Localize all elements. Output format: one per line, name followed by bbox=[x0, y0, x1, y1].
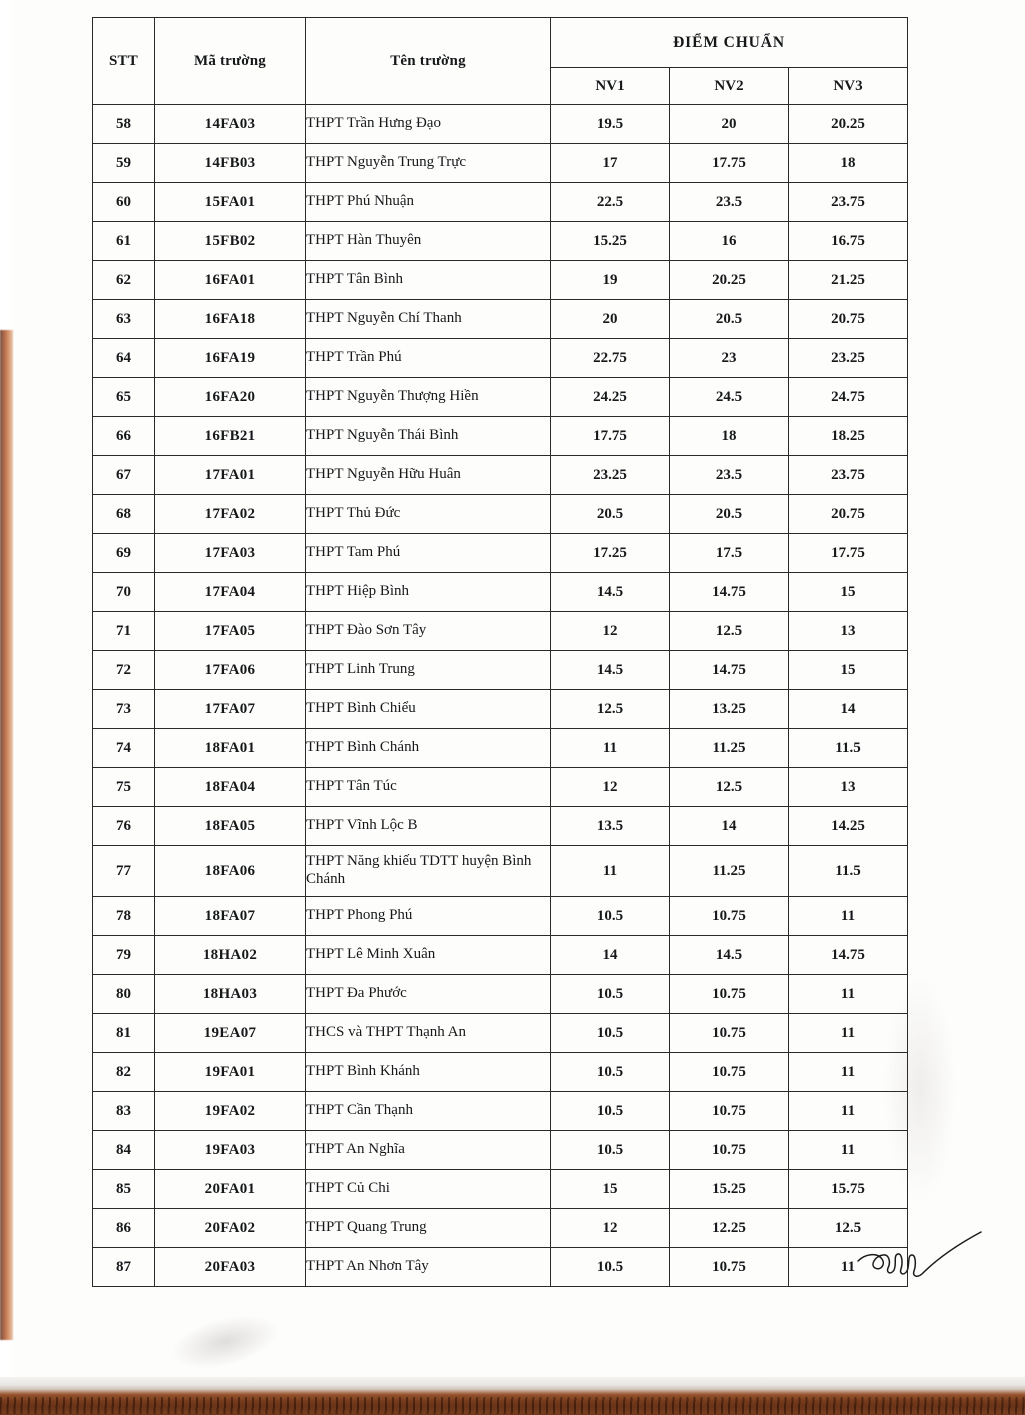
cell-stt: 72 bbox=[93, 651, 155, 690]
cell-score-nv3: 23.25 bbox=[789, 339, 908, 378]
cell-score-nv3: 11 bbox=[789, 1053, 908, 1092]
cell-score-nv3: 11 bbox=[789, 897, 908, 936]
cell-school-name: THPT Hiệp Bình bbox=[306, 573, 551, 612]
cell-score-nv3: 14.25 bbox=[789, 807, 908, 846]
cell-score-nv3: 16.75 bbox=[789, 222, 908, 261]
cell-score-nv2: 12.25 bbox=[670, 1209, 789, 1248]
cell-score-nv1: 10.5 bbox=[551, 897, 670, 936]
cell-school-name: THPT Củ Chi bbox=[306, 1170, 551, 1209]
table-header bbox=[93, 18, 908, 105]
cell-score-nv2: 17.5 bbox=[670, 534, 789, 573]
cell-school-name: THPT Tam Phú bbox=[306, 534, 551, 573]
cell-score-nv2: 14.5 bbox=[670, 936, 789, 975]
cell-stt: 76 bbox=[93, 807, 155, 846]
cell-school-name: THPT Tân Túc bbox=[306, 768, 551, 807]
cell-school-name: THPT Phong Phú bbox=[306, 897, 551, 936]
cell-score-nv1: 10.5 bbox=[551, 1248, 670, 1287]
cell-score-nv2: 23.5 bbox=[670, 456, 789, 495]
cell-score-nv3: 20.75 bbox=[789, 495, 908, 534]
header-row-primary bbox=[93, 18, 908, 68]
cell-school-code: 16FA18 bbox=[155, 300, 306, 339]
cell-stt: 58 bbox=[93, 105, 155, 144]
cell-score-nv3: 20.25 bbox=[789, 105, 908, 144]
column-header-nv2: NV2 bbox=[670, 68, 789, 105]
cell-score-nv3: 18 bbox=[789, 144, 908, 183]
cell-score-nv2: 10.75 bbox=[670, 1014, 789, 1053]
cell-score-nv3: 18.25 bbox=[789, 417, 908, 456]
cell-stt: 79 bbox=[93, 936, 155, 975]
cell-school-code: 19FA03 bbox=[155, 1131, 306, 1170]
table-row bbox=[93, 222, 908, 261]
cell-score-nv2: 10.75 bbox=[670, 1092, 789, 1131]
table-row bbox=[93, 936, 908, 975]
cell-school-code: 17FA07 bbox=[155, 690, 306, 729]
cell-score-nv1: 24.25 bbox=[551, 378, 670, 417]
cell-score-nv1: 10.5 bbox=[551, 975, 670, 1014]
table-row bbox=[93, 1170, 908, 1209]
cell-score-nv1: 14 bbox=[551, 936, 670, 975]
table-row bbox=[93, 378, 908, 417]
table-row bbox=[93, 300, 908, 339]
cell-school-name: THPT Bình Chánh bbox=[306, 729, 551, 768]
cell-score-nv2: 12.5 bbox=[670, 768, 789, 807]
cell-score-nv1: 12.5 bbox=[551, 690, 670, 729]
desk-edge-bottom bbox=[0, 1377, 1025, 1415]
cell-score-nv3: 15.75 bbox=[789, 1170, 908, 1209]
cell-stt: 77 bbox=[93, 846, 155, 897]
cell-score-nv3: 11 bbox=[789, 1131, 908, 1170]
cell-school-code: 20FA02 bbox=[155, 1209, 306, 1248]
cell-score-nv2: 14 bbox=[670, 807, 789, 846]
cell-score-nv1: 10.5 bbox=[551, 1053, 670, 1092]
table-row bbox=[93, 651, 908, 690]
cell-school-name: THPT Nguyễn Thượng Hiền bbox=[306, 378, 551, 417]
cell-stt: 74 bbox=[93, 729, 155, 768]
table-row bbox=[93, 612, 908, 651]
column-header-score-group: ĐIỂM CHUẨN bbox=[551, 18, 908, 68]
cell-score-nv1: 14.5 bbox=[551, 573, 670, 612]
cell-school-code: 17FA03 bbox=[155, 534, 306, 573]
cell-school-code: 18FA05 bbox=[155, 807, 306, 846]
cell-score-nv1: 17.25 bbox=[551, 534, 670, 573]
cell-score-nv3: 11.5 bbox=[789, 846, 908, 897]
cell-score-nv1: 19.5 bbox=[551, 105, 670, 144]
cell-score-nv2: 14.75 bbox=[670, 573, 789, 612]
table-row bbox=[93, 261, 908, 300]
table-row bbox=[93, 339, 908, 378]
cell-score-nv2: 10.75 bbox=[670, 1131, 789, 1170]
cell-score-nv1: 14.5 bbox=[551, 651, 670, 690]
cell-score-nv1: 12 bbox=[551, 1209, 670, 1248]
cell-stt: 78 bbox=[93, 897, 155, 936]
cell-school-name: THPT Hàn Thuyên bbox=[306, 222, 551, 261]
cell-school-code: 15FA01 bbox=[155, 183, 306, 222]
cell-school-name: THPT Linh Trung bbox=[306, 651, 551, 690]
cell-score-nv2: 23.5 bbox=[670, 183, 789, 222]
cell-school-name: THPT Quang Trung bbox=[306, 1209, 551, 1248]
cell-school-name: THPT Vĩnh Lộc B bbox=[306, 807, 551, 846]
cell-score-nv3: 11 bbox=[789, 1014, 908, 1053]
table-row bbox=[93, 729, 908, 768]
cell-school-code: 16FB21 bbox=[155, 417, 306, 456]
cell-score-nv2: 10.75 bbox=[670, 897, 789, 936]
cell-stt: 75 bbox=[93, 768, 155, 807]
cell-school-name: THPT Bình Khánh bbox=[306, 1053, 551, 1092]
cell-score-nv1: 15.25 bbox=[551, 222, 670, 261]
cell-school-code: 17FA02 bbox=[155, 495, 306, 534]
cell-stt: 62 bbox=[93, 261, 155, 300]
cell-score-nv1: 10.5 bbox=[551, 1092, 670, 1131]
cell-score-nv1: 12 bbox=[551, 612, 670, 651]
cell-score-nv2: 11.25 bbox=[670, 846, 789, 897]
cell-school-code: 16FA01 bbox=[155, 261, 306, 300]
cell-score-nv1: 10.5 bbox=[551, 1131, 670, 1170]
cell-score-nv2: 20 bbox=[670, 105, 789, 144]
cell-score-nv3: 24.75 bbox=[789, 378, 908, 417]
cell-score-nv1: 19 bbox=[551, 261, 670, 300]
table-row bbox=[93, 105, 908, 144]
cell-stt: 69 bbox=[93, 534, 155, 573]
cell-school-name: THPT Nguyễn Chí Thanh bbox=[306, 300, 551, 339]
cell-score-nv3: 14 bbox=[789, 690, 908, 729]
cell-score-nv2: 18 bbox=[670, 417, 789, 456]
column-header-stt: STT bbox=[93, 18, 155, 105]
table-row bbox=[93, 975, 908, 1014]
cell-school-code: 19EA07 bbox=[155, 1014, 306, 1053]
cell-score-nv3: 11.5 bbox=[789, 729, 908, 768]
cell-score-nv3: 14.75 bbox=[789, 936, 908, 975]
cell-stt: 63 bbox=[93, 300, 155, 339]
cell-score-nv3: 15 bbox=[789, 573, 908, 612]
cell-score-nv3: 23.75 bbox=[789, 456, 908, 495]
cell-school-name: THPT Cần Thạnh bbox=[306, 1092, 551, 1131]
cell-stt: 65 bbox=[93, 378, 155, 417]
cell-stt: 82 bbox=[93, 1053, 155, 1092]
cell-score-nv2: 16 bbox=[670, 222, 789, 261]
column-header-nv1: NV1 bbox=[551, 68, 670, 105]
cell-score-nv1: 20.5 bbox=[551, 495, 670, 534]
cell-stt: 73 bbox=[93, 690, 155, 729]
cell-score-nv3: 13 bbox=[789, 768, 908, 807]
cell-stt: 83 bbox=[93, 1092, 155, 1131]
cell-stt: 80 bbox=[93, 975, 155, 1014]
cell-school-code: 18HA02 bbox=[155, 936, 306, 975]
cell-score-nv2: 13.25 bbox=[670, 690, 789, 729]
cell-stt: 81 bbox=[93, 1014, 155, 1053]
cell-school-name: THPT Đào Sơn Tây bbox=[306, 612, 551, 651]
cell-stt: 66 bbox=[93, 417, 155, 456]
cell-score-nv1: 12 bbox=[551, 768, 670, 807]
cell-school-code: 17FA06 bbox=[155, 651, 306, 690]
cell-stt: 59 bbox=[93, 144, 155, 183]
cell-score-nv1: 20 bbox=[551, 300, 670, 339]
cell-score-nv3: 21.25 bbox=[789, 261, 908, 300]
cell-score-nv3: 17.75 bbox=[789, 534, 908, 573]
cell-school-name: THPT Nguyễn Hữu Huân bbox=[306, 456, 551, 495]
table-row bbox=[93, 768, 908, 807]
table-row bbox=[93, 144, 908, 183]
cell-score-nv2: 12.5 bbox=[670, 612, 789, 651]
table-row bbox=[93, 1248, 908, 1287]
cell-school-name: THPT Tân Bình bbox=[306, 261, 551, 300]
cell-score-nv2: 17.75 bbox=[670, 144, 789, 183]
cell-stt: 86 bbox=[93, 1209, 155, 1248]
cell-score-nv3: 11 bbox=[789, 975, 908, 1014]
cell-score-nv2: 15.25 bbox=[670, 1170, 789, 1209]
cell-score-nv1: 10.5 bbox=[551, 1014, 670, 1053]
cell-score-nv2: 20.5 bbox=[670, 300, 789, 339]
cell-score-nv3: 13 bbox=[789, 612, 908, 651]
cell-score-nv3: 11 bbox=[789, 1248, 908, 1287]
cell-school-code: 16FA20 bbox=[155, 378, 306, 417]
table-row bbox=[93, 1053, 908, 1092]
cell-score-nv1: 23.25 bbox=[551, 456, 670, 495]
cell-school-name: THPT An Nghĩa bbox=[306, 1131, 551, 1170]
cell-school-name: THPT Bình Chiểu bbox=[306, 690, 551, 729]
table-row bbox=[93, 1014, 908, 1053]
cell-school-name: THPT Trần Hưng Đạo bbox=[306, 105, 551, 144]
table-row bbox=[93, 1092, 908, 1131]
table-row bbox=[93, 534, 908, 573]
cell-school-name: THPT Trần Phú bbox=[306, 339, 551, 378]
cell-school-name: THPT Phú Nhuận bbox=[306, 183, 551, 222]
cell-school-name: THPT Năng khiếu TDTT huyện Bình Chánh bbox=[306, 846, 551, 897]
cell-stt: 60 bbox=[93, 183, 155, 222]
cell-score-nv2: 14.75 bbox=[670, 651, 789, 690]
cell-school-code: 16FA19 bbox=[155, 339, 306, 378]
cell-score-nv3: 11 bbox=[789, 1092, 908, 1131]
table-row bbox=[93, 456, 908, 495]
cell-school-name: THPT Lê Minh Xuân bbox=[306, 936, 551, 975]
cell-school-code: 17FA05 bbox=[155, 612, 306, 651]
column-header-school-name: Tên trường bbox=[306, 18, 551, 105]
cell-school-code: 19FA01 bbox=[155, 1053, 306, 1092]
cell-score-nv1: 17 bbox=[551, 144, 670, 183]
cell-score-nv2: 24.5 bbox=[670, 378, 789, 417]
cell-score-nv1: 11 bbox=[551, 729, 670, 768]
cell-school-code: 18FA04 bbox=[155, 768, 306, 807]
cell-score-nv1: 22.5 bbox=[551, 183, 670, 222]
cell-stt: 70 bbox=[93, 573, 155, 612]
table-row bbox=[93, 573, 908, 612]
cell-score-nv1: 13.5 bbox=[551, 807, 670, 846]
table-row bbox=[93, 417, 908, 456]
cell-school-code: 18FA07 bbox=[155, 897, 306, 936]
cell-school-code: 15FB02 bbox=[155, 222, 306, 261]
cell-stt: 87 bbox=[93, 1248, 155, 1287]
cell-score-nv1: 17.75 bbox=[551, 417, 670, 456]
desk-edge-left bbox=[0, 330, 13, 1340]
cell-score-nv3: 23.75 bbox=[789, 183, 908, 222]
table-row bbox=[93, 846, 908, 897]
cell-score-nv2: 20.25 bbox=[670, 261, 789, 300]
cell-school-code: 18FA06 bbox=[155, 846, 306, 897]
table-row bbox=[93, 807, 908, 846]
table-row bbox=[93, 1131, 908, 1170]
column-header-school-code: Mã trường bbox=[155, 18, 306, 105]
cell-score-nv2: 10.75 bbox=[670, 1248, 789, 1287]
cell-score-nv2: 10.75 bbox=[670, 1053, 789, 1092]
cell-school-name: THPT An Nhơn Tây bbox=[306, 1248, 551, 1287]
cell-school-code: 14FA03 bbox=[155, 105, 306, 144]
table-row bbox=[93, 1209, 908, 1248]
cell-score-nv1: 11 bbox=[551, 846, 670, 897]
cell-score-nv1: 15 bbox=[551, 1170, 670, 1209]
cell-school-name: THPT Nguyễn Thái Bình bbox=[306, 417, 551, 456]
cell-school-name: THCS và THPT Thạnh An bbox=[306, 1014, 551, 1053]
cell-stt: 67 bbox=[93, 456, 155, 495]
cell-stt: 85 bbox=[93, 1170, 155, 1209]
admission-score-table bbox=[92, 17, 908, 1287]
table-body bbox=[93, 105, 908, 1287]
cell-score-nv1: 22.75 bbox=[551, 339, 670, 378]
cell-school-name: THPT Nguyễn Trung Trực bbox=[306, 144, 551, 183]
table-row bbox=[93, 183, 908, 222]
table-row bbox=[93, 690, 908, 729]
cell-stt: 61 bbox=[93, 222, 155, 261]
cell-school-code: 17FA04 bbox=[155, 573, 306, 612]
cell-school-code: 20FA03 bbox=[155, 1248, 306, 1287]
cell-school-code: 18FA01 bbox=[155, 729, 306, 768]
cell-stt: 71 bbox=[93, 612, 155, 651]
table-row bbox=[93, 495, 908, 534]
cell-school-code: 20FA01 bbox=[155, 1170, 306, 1209]
cell-score-nv2: 20.5 bbox=[670, 495, 789, 534]
score-table-container bbox=[92, 17, 907, 1287]
cell-school-code: 18HA03 bbox=[155, 975, 306, 1014]
cell-stt: 68 bbox=[93, 495, 155, 534]
cell-school-name: THPT Đa Phước bbox=[306, 975, 551, 1014]
cell-school-name: THPT Thủ Đức bbox=[306, 495, 551, 534]
cell-school-code: 17FA01 bbox=[155, 456, 306, 495]
cell-stt: 84 bbox=[93, 1131, 155, 1170]
table-row bbox=[93, 897, 908, 936]
cell-score-nv3: 15 bbox=[789, 651, 908, 690]
cell-score-nv2: 23 bbox=[670, 339, 789, 378]
cell-school-code: 14FB03 bbox=[155, 144, 306, 183]
column-header-nv3: NV3 bbox=[789, 68, 908, 105]
cell-stt: 64 bbox=[93, 339, 155, 378]
cell-school-code: 19FA02 bbox=[155, 1092, 306, 1131]
cell-score-nv3: 12.5 bbox=[789, 1209, 908, 1248]
cell-score-nv2: 10.75 bbox=[670, 975, 789, 1014]
cell-score-nv2: 11.25 bbox=[670, 729, 789, 768]
cell-score-nv3: 20.75 bbox=[789, 300, 908, 339]
